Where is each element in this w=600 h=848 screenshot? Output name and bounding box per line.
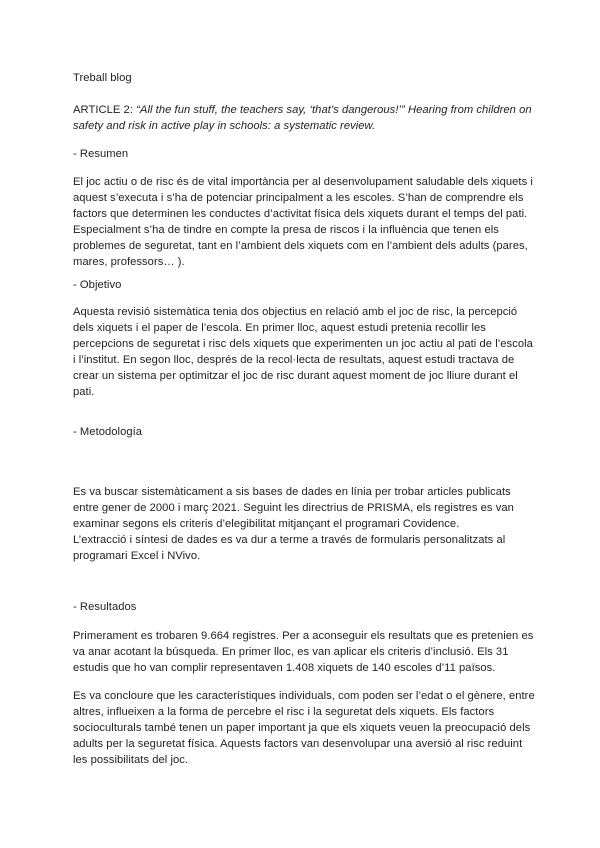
resultados-line: Es va concloure que les característiques individuals, com poden ser l’edat o el gènere, entre: [73, 690, 535, 702]
article-title-line-2: safety and risk in active play in schools: a systematic review.: [73, 120, 376, 132]
resultados-line: les possibilitats del joc.: [73, 754, 189, 766]
objetivo-line: i l’institut. En segon lloc, després de la recol·lecta de resultats, aquest estudi tractava de: [73, 354, 515, 366]
resultados-line: Primerament es trobaren 9.664 registres. Per a aconseguir els resultats que es pretenien es: [73, 630, 534, 642]
resumen-line: problemes de seguretat, tant en l’ambient dels xiquets com en l’ambient dels adults (pares,: [73, 240, 528, 252]
objetivo-line: dels xiquets i el paper de l’escola. En primer lloc, aquest estudi pretenia recollir les: [73, 322, 486, 334]
article-title: “All the fun stuff, the teachers say, ‘that’s dangerous!’” Hearing from children on: [136, 104, 532, 116]
resumen-line: mares, professors… ).: [73, 256, 185, 268]
objetivo-line: crear un sistema per optimitzar el joc de risc durant aquest moment de joc lliure durant el: [73, 370, 518, 382]
resultados-line: va anar acotant la búsqueda. En primer lloc, es van aplicar els criteris d’inclusió. Els 31: [73, 646, 509, 658]
resultados-line: estudis que ho van complir representaven 1.408 xiquets de 140 escoles d’11 països.: [73, 662, 496, 674]
metodologia-line: L’extracció i síntesi de dades es va dur a terme a través de formularis personalitzats al: [73, 534, 506, 546]
resumen-line: aquest s’executa i s’ha de potenciar principalment a les escoles. S’han de comprendre els: [73, 192, 524, 204]
resumen-line: Especialment s’ha de tindre en compte la presa de riscos i la influència que tenen els: [73, 224, 499, 236]
resultados-line: altres, influeixen a la forma de percebre el risc i la seguretat dels xiquets. Els factors: [73, 706, 495, 718]
resultados-line: socioculturals també tenen un paper important ja que els xiquets veuen la preocupació dels: [73, 722, 531, 734]
objetivo-line: percepcions de seguretat i risc dels xiquets que experimenten un joc actiu al pati de l’escola: [73, 338, 533, 350]
metodologia-line: Es va buscar sistemàticament a sis bases de dades en línia per trobar articles publicats: [73, 486, 511, 498]
resumen-line: El joc actiu o de risc és de vital importància per al desenvolupament saludable dels xiquets i: [73, 176, 533, 188]
section-heading-resumen: - Resumen: [73, 148, 129, 160]
metodologia-line: programari Excel i NVivo.: [73, 550, 201, 562]
section-heading-objetivo: - Objetivo: [73, 279, 122, 291]
section-heading-metodologia: - Metodología: [73, 426, 143, 438]
article-prefix: ARTICLE 2:: [73, 104, 137, 116]
objetivo-line: pati.: [73, 386, 95, 398]
metodologia-line: examinar segons els criteris d’elegibilitat mitjançant el programari Covidence.: [73, 518, 460, 530]
section-heading-resultados: - Resultados: [73, 601, 137, 613]
document-title: Treball blog: [73, 72, 132, 84]
resumen-line: factors que determinen les conductes d’activitat física dels xiquets durant el temps del pati.: [73, 208, 528, 220]
metodologia-line: entre gener de 2000 i març 2021. Seguint les directrius de PRISMA, els registres es van: [73, 502, 514, 514]
article-title-line-1: [73, 102, 532, 118]
objetivo-line: Aquesta revisió sistemàtica tenia dos objectius en relació amb el joc de risc, la percepció: [73, 306, 518, 318]
resultados-line: adults per la seguretat física. Aquests factors van desenvolupar una aversió al risc reduint: [73, 738, 523, 750]
